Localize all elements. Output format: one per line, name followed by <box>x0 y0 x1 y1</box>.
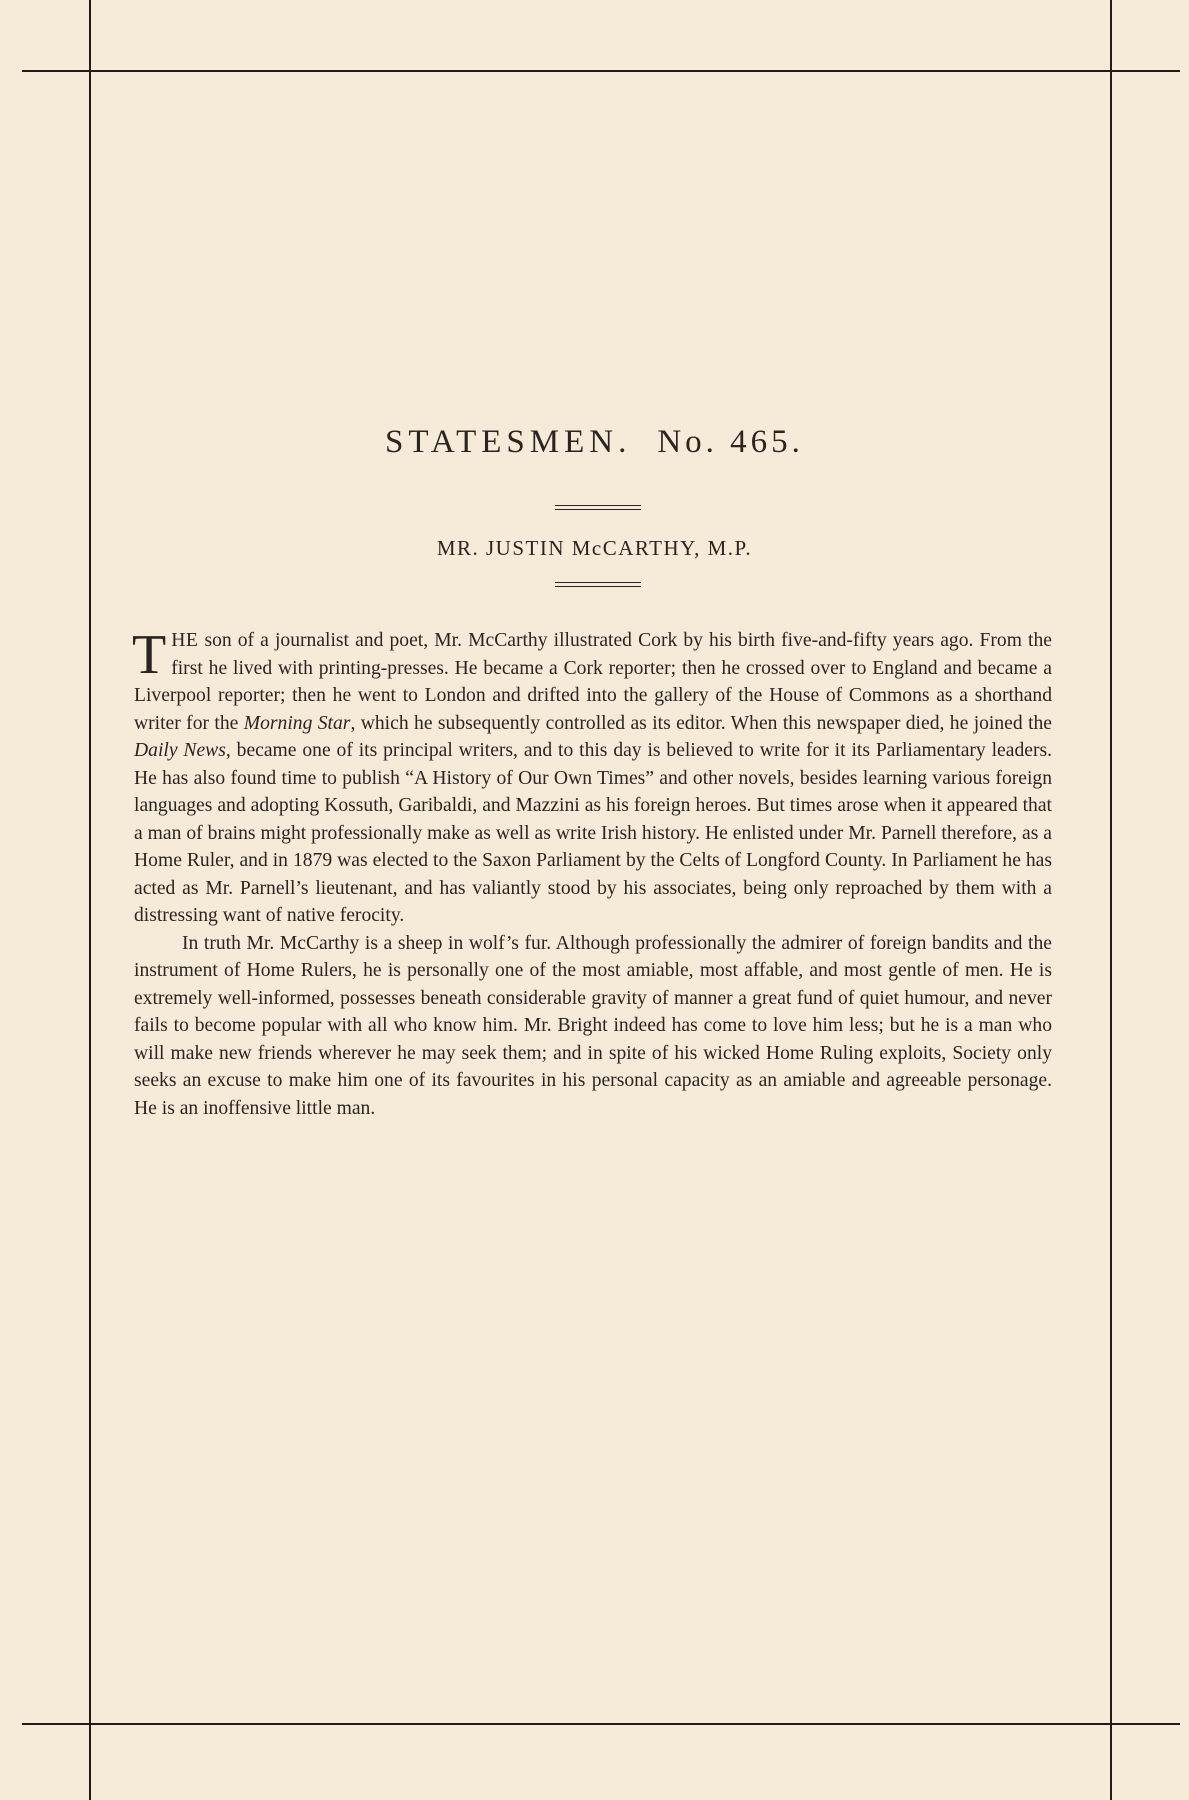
divider-top <box>555 505 641 510</box>
border-rule-bottom <box>22 1723 1180 1725</box>
paragraph-1 <box>132 624 1053 930</box>
newspaper-title-daily-news: Daily News <box>134 740 226 761</box>
border-rule-right <box>1110 0 1112 1800</box>
issue-number: No. 465. <box>657 424 804 460</box>
border-rule-top <box>22 70 1180 72</box>
newspaper-title-morning-star: Morning Star <box>243 712 351 734</box>
page-heading <box>0 424 1189 461</box>
paragraph-1-text-b: , which he subsequently controlled as its editor. When this newspaper died, he joined the <box>350 712 1053 734</box>
drop-cap: T <box>132 624 167 686</box>
article-body <box>132 624 1053 1122</box>
border-rule-left <box>89 0 91 1800</box>
paragraph-1-text-a: son of a journalist and poet, Mr. McCarthy illustrated Cork by his birth five-and-fifty years ago. From the first he lived with printing-presses. He became a Cork reporter; then he crossed over to England and became a Liverpool reporter; then he went to London and drifted into the gallery of the House of Commons as a shorthand writer for the <box>134 630 1052 734</box>
paragraph-1-text-c: , became one of its principal writers, and to this day is believed to write for it its Parliamentary leaders. He has also found time to publish “A History of Our Own Times” and other novels, besides learning various foreign languages and adopting Kossuth, Garibaldi, and Mazzini as his foreign heroes. But times arose when it appeared that a man of brains might professionally make as well as write Irish history. He enlisted under Mr. Parnell therefore, as a Home Ruler, and in 1879 was elected to the Saxon Parliament by the Celts of Longford County. In Parliament he has acted as Mr. Parnell’s lieutenant, and has valiantly stood by his associates, being only reproached by them with a distressing want of native ferocity. <box>134 740 1052 926</box>
subject-name: MR. JUSTIN McCARTHY, M.P. <box>436 536 753 560</box>
series-title: STATESMEN. <box>385 424 632 460</box>
divider-bottom <box>555 582 641 587</box>
lead-caps: HE <box>171 630 199 651</box>
paragraph-2: In truth Mr. McCarthy is a sheep in wolf’s fur. Although professionally the admirer of foreign bandits and the instrument of Home Rulers, he is personally one of the most amiable, most affable, and most gentle of men. He is extremely well-informed, possesses beneath considerable gravity of manner a great fund of quiet humour, and never fails to become popular with all who know him. Mr. Bright indeed has come to love him less; but he is a man who will make new friends wherever he may seek them; and in spite of his wicked Home Ruling exploits, Society only seeks an excuse to make him one of its favourites in his personal capacity as an amiable and agreeable personage. He is an inoffensive little man. <box>134 932 1052 1119</box>
